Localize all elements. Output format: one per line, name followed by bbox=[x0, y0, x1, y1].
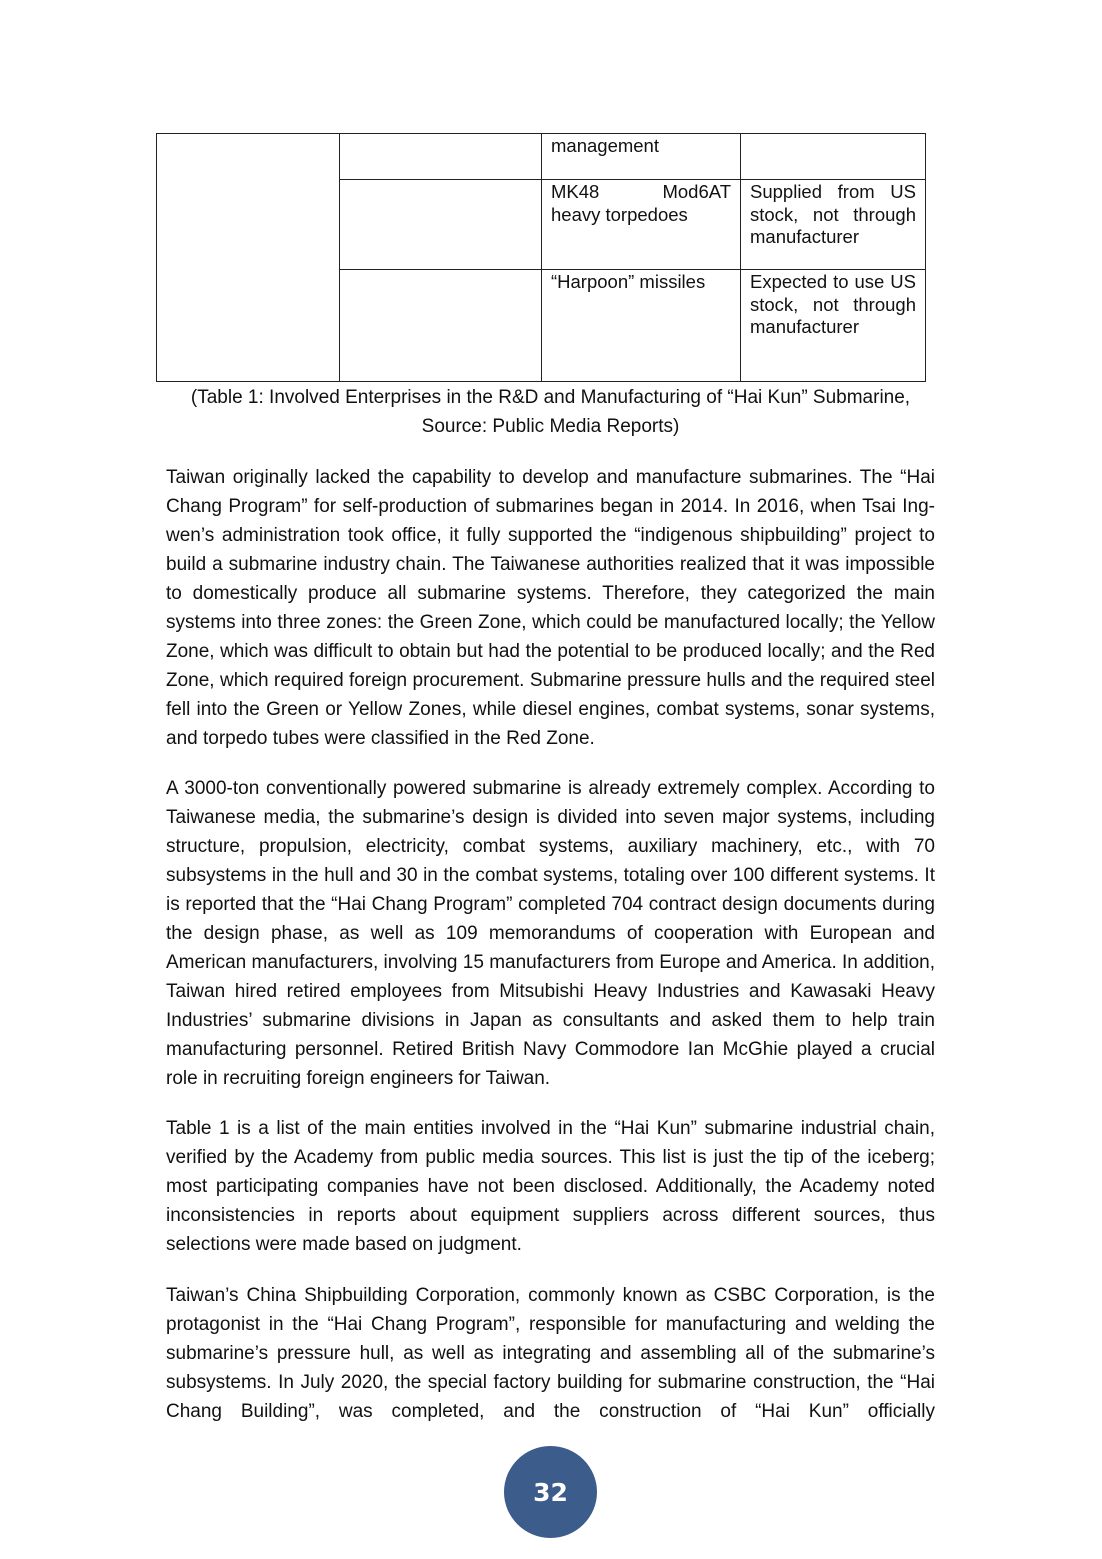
table-cell-note bbox=[741, 270, 926, 382]
item-word-first: MK48 bbox=[551, 181, 600, 202]
table-caption bbox=[156, 383, 945, 441]
caption-line-1: (Table 1: Involved Enterprises in the R&D and Manufacturing of “Hai Kun” Submarine, bbox=[190, 387, 911, 408]
table-cell-note bbox=[741, 180, 926, 270]
page-number-badge bbox=[504, 1446, 597, 1538]
note-text: Supplied from US stock, not through manufacturer bbox=[750, 181, 916, 247]
table-cell-empty bbox=[340, 270, 542, 382]
enterprises-table bbox=[156, 133, 926, 382]
paragraph-1: Taiwan originally lacked the capability to develop and manufacture submarines. The “Hai Chang Program” for self-production of submarines began in 2014. In 2016, when Tsai Ing-wen’s administration took office, it fully supported the “indigenous shipbuilding” project to build a submarine industry chain. The Taiwanese authorities realized that it was impossible to domestically produce all submarine systems. Therefore, they categorized the main systems into three zones: the Green Zone, which could be manufactured locally; the Yellow Zone, which was difficult to obtain but had the potential to be produced locally; and the Red Zone, which required foreign procurement. Submarine pressure hulls and the required steel fell into the Green or Yellow Zones, while diesel engines, combat systems, sonar systems, and torpedo tubes were classified in the Red Zone. bbox=[166, 467, 935, 749]
note-text-a: Expected to use US stock, not through bbox=[750, 271, 916, 315]
paragraph-3: Table 1 is a list of the main entities involved in the “Hai Kun” submarine industrial chain, verified by the Academy from public media sources. This list is just the tip of the iceberg; most participating companies have not been disclosed. Additionally, the Academy noted inconsistencies in reports about equipment suppliers across different sources, thus selections were made based on judgment. bbox=[166, 1118, 935, 1255]
item-text: heavy torpedoes bbox=[551, 203, 688, 225]
table-cell-item bbox=[542, 180, 741, 270]
paragraph-2: A 3000-ton conventionally powered submarine is already extremely complex. According to Taiwanese media, the submarine’s design is divided into seven major systems, including structure, propulsion, electricity, combat systems, auxiliary machinery, etc., with 70 subsystems in the hull and 30 in the combat systems, totaling over 100 different systems. It is reported that the “Hai Chang Program” completed 704 contract design documents during the design phase, as well as 109 memorandums of cooperation with European and American manufacturers, involving 15 manufacturers from Europe and America. In addition, Taiwan hired retired employees from Mitsubishi Heavy Industries and Kawasaki Heavy Industries’ submarine divisions in Japan as consultants and asked them to help train manufacturing personnel. Retired British Navy Commodore Ian McGhie played a crucial role in recruiting foreign engineers for Taiwan. bbox=[166, 778, 935, 1089]
table-cell-note bbox=[741, 134, 926, 180]
paragraph-4: Taiwan’s China Shipbuilding Corporation, commonly known as CSBC Corporation, is the protagonist in the “Hai Chang Program”, responsible for manufacturing and welding the submarine’s pressure hull, as well as integrating and assembling all of the submarine’s subsystems. In July 2020, the special factory building for submarine construction, the “Hai Chang Building”, was completed, and the construction of “Hai Kun” officially bbox=[166, 1285, 935, 1422]
table-cell-item: “Harpoon” missiles bbox=[542, 270, 741, 382]
table-cell-empty bbox=[340, 134, 542, 180]
table-cell-item: management bbox=[542, 134, 741, 180]
table-cell-empty bbox=[340, 180, 542, 270]
note-text-b: manufacturer bbox=[750, 316, 859, 337]
table-row bbox=[157, 134, 926, 180]
caption-line-2: Source: Public Media Reports) bbox=[421, 416, 680, 437]
table-cell-empty bbox=[157, 134, 340, 382]
page-number: 32 bbox=[533, 1477, 568, 1507]
item-word-second: Mod6AT bbox=[662, 181, 731, 202]
